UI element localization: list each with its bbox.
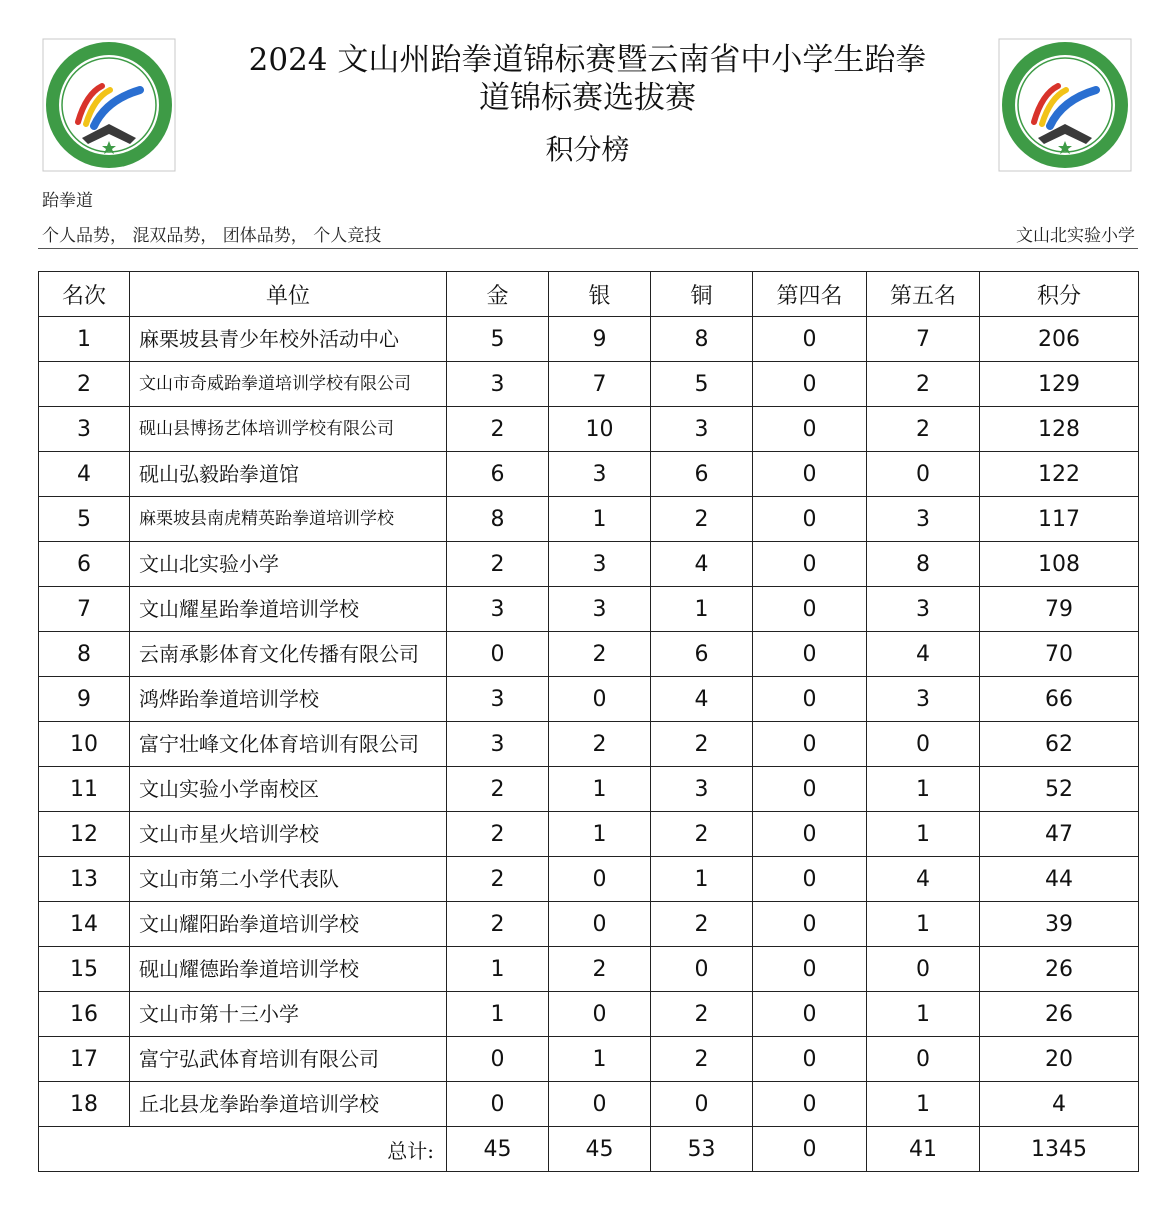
header-silver: 银 bbox=[549, 272, 651, 317]
cell-points: 66 bbox=[980, 677, 1139, 722]
table-row bbox=[39, 722, 1139, 767]
cell-fourth: 0 bbox=[753, 542, 867, 587]
table-row bbox=[39, 1037, 1139, 1082]
cell-rank: 5 bbox=[39, 497, 130, 542]
cell-rank: 1 bbox=[39, 317, 130, 362]
cell-points: 26 bbox=[980, 992, 1139, 1037]
cell-fourth: 0 bbox=[753, 362, 867, 407]
table-row bbox=[39, 1082, 1139, 1127]
table-row bbox=[39, 542, 1139, 587]
cell-bronze: 6 bbox=[651, 632, 753, 677]
cell-bronze: 0 bbox=[651, 947, 753, 992]
cell-silver: 1 bbox=[549, 1037, 651, 1082]
cell-points: 70 bbox=[980, 632, 1139, 677]
cell-unit: 麻栗坡县青少年校外活动中心 bbox=[130, 317, 447, 362]
cell-fifth: 0 bbox=[867, 947, 980, 992]
table-row bbox=[39, 497, 1139, 542]
cell-silver: 10 bbox=[549, 407, 651, 452]
cell-points: 117 bbox=[980, 497, 1139, 542]
cell-bronze: 0 bbox=[651, 1082, 753, 1127]
cell-rank: 16 bbox=[39, 992, 130, 1037]
cell-unit: 丘北县龙拳跆拳道培训学校 bbox=[130, 1082, 447, 1127]
table-row bbox=[39, 992, 1139, 1037]
cell-gold: 2 bbox=[447, 812, 549, 857]
table-row bbox=[39, 362, 1139, 407]
sport-label: 跆拳道 bbox=[42, 191, 93, 211]
header-rank: 名次 bbox=[39, 272, 130, 317]
cell-bronze: 4 bbox=[651, 542, 753, 587]
cell-rank: 9 bbox=[39, 677, 130, 722]
cell-rank: 18 bbox=[39, 1082, 130, 1127]
cell-fourth: 0 bbox=[753, 317, 867, 362]
header-bronze: 铜 bbox=[651, 272, 753, 317]
cell-points: 108 bbox=[980, 542, 1139, 587]
cell-fifth: 0 bbox=[867, 1037, 980, 1082]
cell-gold: 1 bbox=[447, 947, 549, 992]
cell-fifth: 1 bbox=[867, 812, 980, 857]
cell-bronze: 2 bbox=[651, 992, 753, 1037]
cell-points: 62 bbox=[980, 722, 1139, 767]
cell-fifth: 1 bbox=[867, 767, 980, 812]
cell-fourth: 0 bbox=[753, 1082, 867, 1127]
cell-rank: 14 bbox=[39, 902, 130, 947]
cell-silver: 7 bbox=[549, 362, 651, 407]
association-logo-left bbox=[42, 38, 176, 172]
totals-label: 总计: bbox=[39, 1127, 447, 1172]
cell-points: 122 bbox=[980, 452, 1139, 497]
cell-unit: 文山市奇威跆拳道培训学校有限公司 bbox=[130, 362, 447, 407]
table-row bbox=[39, 812, 1139, 857]
cell-points: 20 bbox=[980, 1037, 1139, 1082]
cell-unit: 砚山县博扬艺体培训学校有限公司 bbox=[130, 407, 447, 452]
total-fourth: 0 bbox=[753, 1127, 867, 1172]
table-row bbox=[39, 857, 1139, 902]
cell-fourth: 0 bbox=[753, 452, 867, 497]
cell-fourth: 0 bbox=[753, 947, 867, 992]
association-logo-right bbox=[998, 38, 1132, 172]
cell-fourth: 0 bbox=[753, 812, 867, 857]
cell-points: 52 bbox=[980, 767, 1139, 812]
table-row bbox=[39, 677, 1139, 722]
cell-unit: 鸿烨跆拳道培训学校 bbox=[130, 677, 447, 722]
cell-fifth: 3 bbox=[867, 497, 980, 542]
cell-fifth: 7 bbox=[867, 317, 980, 362]
table-header-row bbox=[39, 272, 1139, 317]
cell-rank: 12 bbox=[39, 812, 130, 857]
cell-bronze: 2 bbox=[651, 902, 753, 947]
cell-gold: 2 bbox=[447, 857, 549, 902]
cell-gold: 8 bbox=[447, 497, 549, 542]
page-subtitle: 积分榜 bbox=[545, 133, 630, 166]
table-row bbox=[39, 407, 1139, 452]
cell-gold: 0 bbox=[447, 632, 549, 677]
cell-fourth: 0 bbox=[753, 677, 867, 722]
cell-rank: 7 bbox=[39, 587, 130, 632]
cell-bronze: 3 bbox=[651, 767, 753, 812]
cell-rank: 11 bbox=[39, 767, 130, 812]
cell-gold: 3 bbox=[447, 722, 549, 767]
cell-fifth: 8 bbox=[867, 542, 980, 587]
cell-silver: 0 bbox=[549, 677, 651, 722]
cell-gold: 2 bbox=[447, 767, 549, 812]
cell-rank: 17 bbox=[39, 1037, 130, 1082]
cell-points: 129 bbox=[980, 362, 1139, 407]
total-gold: 45 bbox=[447, 1127, 549, 1172]
cell-unit: 文山实验小学南校区 bbox=[130, 767, 447, 812]
cell-bronze: 6 bbox=[651, 452, 753, 497]
total-fifth: 41 bbox=[867, 1127, 980, 1172]
cell-fourth: 0 bbox=[753, 587, 867, 632]
total-bronze: 53 bbox=[651, 1127, 753, 1172]
cell-fourth: 0 bbox=[753, 497, 867, 542]
cell-fifth: 1 bbox=[867, 902, 980, 947]
cell-unit: 文山市第十三小学 bbox=[130, 992, 447, 1037]
cell-rank: 15 bbox=[39, 947, 130, 992]
cell-gold: 3 bbox=[447, 362, 549, 407]
cell-fifth: 2 bbox=[867, 407, 980, 452]
header-fourth: 第四名 bbox=[753, 272, 867, 317]
cell-rank: 13 bbox=[39, 857, 130, 902]
cell-unit: 文山耀星跆拳道培训学校 bbox=[130, 587, 447, 632]
cell-rank: 8 bbox=[39, 632, 130, 677]
totals-row bbox=[39, 1127, 1139, 1172]
cell-bronze: 1 bbox=[651, 587, 753, 632]
cell-fifth: 3 bbox=[867, 587, 980, 632]
cell-gold: 6 bbox=[447, 452, 549, 497]
header-gold: 金 bbox=[447, 272, 549, 317]
cell-fourth: 0 bbox=[753, 902, 867, 947]
events-list: 个人品势， 混双品势， 团体品势， 个人竞技 bbox=[42, 226, 382, 246]
cell-silver: 1 bbox=[549, 767, 651, 812]
cell-bronze: 3 bbox=[651, 407, 753, 452]
cell-gold: 2 bbox=[447, 407, 549, 452]
cell-rank: 4 bbox=[39, 452, 130, 497]
table-body bbox=[39, 317, 1139, 1127]
total-points: 1345 bbox=[980, 1127, 1139, 1172]
table-row bbox=[39, 902, 1139, 947]
cell-silver: 3 bbox=[549, 452, 651, 497]
table-row bbox=[39, 767, 1139, 812]
cell-fourth: 0 bbox=[753, 857, 867, 902]
cell-rank: 6 bbox=[39, 542, 130, 587]
cell-silver: 0 bbox=[549, 1082, 651, 1127]
cell-fifth: 2 bbox=[867, 362, 980, 407]
organization-label: 文山北实验小学 bbox=[1016, 226, 1135, 246]
cell-unit: 麻栗坡县南虎精英跆拳道培训学校 bbox=[130, 497, 447, 542]
cell-unit: 文山耀阳跆拳道培训学校 bbox=[130, 902, 447, 947]
cell-bronze: 2 bbox=[651, 497, 753, 542]
header-divider bbox=[38, 248, 1138, 249]
cell-points: 4 bbox=[980, 1082, 1139, 1127]
page-title-continued: 道锦标赛选拔赛 bbox=[479, 80, 696, 116]
cell-fifth: 0 bbox=[867, 452, 980, 497]
cell-points: 26 bbox=[980, 947, 1139, 992]
table-row bbox=[39, 317, 1139, 362]
cell-silver: 3 bbox=[549, 542, 651, 587]
table-row bbox=[39, 587, 1139, 632]
cell-points: 44 bbox=[980, 857, 1139, 902]
header-fifth: 第五名 bbox=[867, 272, 980, 317]
cell-unit: 富宁壮峰文化体育培训有限公司 bbox=[130, 722, 447, 767]
cell-unit: 云南承影体育文化传播有限公司 bbox=[130, 632, 447, 677]
cell-bronze: 2 bbox=[651, 722, 753, 767]
cell-silver: 2 bbox=[549, 632, 651, 677]
cell-silver: 3 bbox=[549, 587, 651, 632]
header-unit: 单位 bbox=[130, 272, 447, 317]
cell-fourth: 0 bbox=[753, 1037, 867, 1082]
cell-fourth: 0 bbox=[753, 767, 867, 812]
cell-silver: 2 bbox=[549, 722, 651, 767]
cell-gold: 2 bbox=[447, 542, 549, 587]
cell-gold: 0 bbox=[447, 1037, 549, 1082]
total-silver: 45 bbox=[549, 1127, 651, 1172]
cell-silver: 0 bbox=[549, 902, 651, 947]
cell-fifth: 1 bbox=[867, 992, 980, 1037]
cell-bronze: 8 bbox=[651, 317, 753, 362]
cell-unit: 文山市星火培训学校 bbox=[130, 812, 447, 857]
cell-unit: 文山北实验小学 bbox=[130, 542, 447, 587]
cell-gold: 5 bbox=[447, 317, 549, 362]
cell-points: 206 bbox=[980, 317, 1139, 362]
cell-fifth: 0 bbox=[867, 722, 980, 767]
cell-unit: 砚山弘毅跆拳道馆 bbox=[130, 452, 447, 497]
cell-points: 79 bbox=[980, 587, 1139, 632]
cell-bronze: 2 bbox=[651, 1037, 753, 1082]
table-row bbox=[39, 947, 1139, 992]
cell-points: 128 bbox=[980, 407, 1139, 452]
cell-silver: 0 bbox=[549, 857, 651, 902]
cell-fifth: 3 bbox=[867, 677, 980, 722]
table-row bbox=[39, 452, 1139, 497]
cell-points: 47 bbox=[980, 812, 1139, 857]
cell-rank: 2 bbox=[39, 362, 130, 407]
cell-unit: 砚山耀德跆拳道培训学校 bbox=[130, 947, 447, 992]
cell-fourth: 0 bbox=[753, 722, 867, 767]
cell-gold: 2 bbox=[447, 902, 549, 947]
cell-gold: 0 bbox=[447, 1082, 549, 1127]
cell-gold: 3 bbox=[447, 587, 549, 632]
cell-silver: 1 bbox=[549, 497, 651, 542]
cell-bronze: 5 bbox=[651, 362, 753, 407]
cell-rank: 10 bbox=[39, 722, 130, 767]
cell-unit: 文山市第二小学代表队 bbox=[130, 857, 447, 902]
cell-points: 39 bbox=[980, 902, 1139, 947]
cell-rank: 3 bbox=[39, 407, 130, 452]
cell-fifth: 4 bbox=[867, 857, 980, 902]
cell-fifth: 1 bbox=[867, 1082, 980, 1127]
cell-silver: 1 bbox=[549, 812, 651, 857]
cell-silver: 2 bbox=[549, 947, 651, 992]
cell-bronze: 2 bbox=[651, 812, 753, 857]
cell-silver: 0 bbox=[549, 992, 651, 1037]
cell-fourth: 0 bbox=[753, 407, 867, 452]
standings-table bbox=[38, 271, 1139, 1172]
header-points: 积分 bbox=[980, 272, 1139, 317]
cell-silver: 9 bbox=[549, 317, 651, 362]
table-row bbox=[39, 632, 1139, 677]
cell-gold: 1 bbox=[447, 992, 549, 1037]
cell-gold: 3 bbox=[447, 677, 549, 722]
cell-fourth: 0 bbox=[753, 632, 867, 677]
cell-fourth: 0 bbox=[753, 992, 867, 1037]
cell-bronze: 1 bbox=[651, 857, 753, 902]
cell-fifth: 4 bbox=[867, 632, 980, 677]
page-title: 2024 文山州跆拳道锦标赛暨云南省中小学生跆拳 bbox=[248, 42, 927, 78]
cell-bronze: 4 bbox=[651, 677, 753, 722]
cell-unit: 富宁弘武体育培训有限公司 bbox=[130, 1037, 447, 1082]
